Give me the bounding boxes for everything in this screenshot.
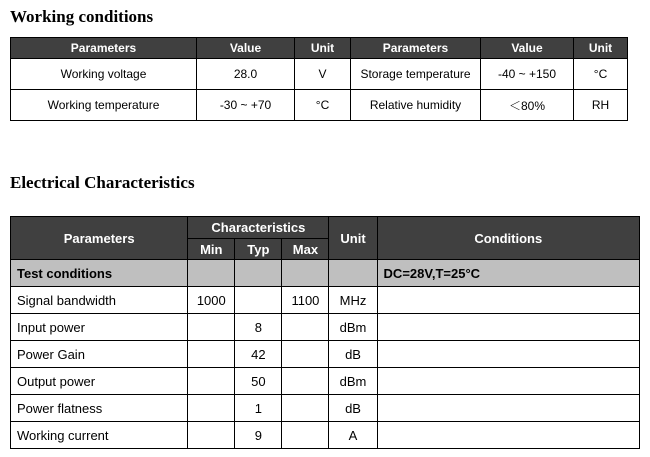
typ-cell: 9 xyxy=(235,422,282,449)
table-cell xyxy=(235,260,282,287)
table-cell: ＜80% xyxy=(481,90,574,121)
table-row xyxy=(11,422,640,449)
table-cell: Storage temperature xyxy=(351,59,481,90)
min-cell xyxy=(188,422,235,449)
header-cell: Value xyxy=(481,38,574,59)
typ-cell: 50 xyxy=(235,368,282,395)
header-cell: Unit xyxy=(574,38,628,59)
table-cell: Working voltage xyxy=(11,59,197,90)
param-cell: Power flatness xyxy=(11,395,188,422)
header-cell: Unit xyxy=(295,38,351,59)
header-conditions: Conditions xyxy=(377,217,639,260)
min-cell: 1000 xyxy=(188,287,235,314)
unit-cell: A xyxy=(329,422,377,449)
header-characteristics: Characteristics xyxy=(188,217,329,239)
table-cell xyxy=(329,260,377,287)
table-cell: °C xyxy=(574,59,628,90)
table-cell: V xyxy=(295,59,351,90)
header-unit: Unit xyxy=(329,217,377,260)
cond-cell xyxy=(377,368,639,395)
table-cell: Working temperature xyxy=(11,90,197,121)
param-cell: Signal bandwidth xyxy=(11,287,188,314)
header-typ: Typ xyxy=(235,239,282,260)
table-cell: Relative humidity xyxy=(351,90,481,121)
max-cell xyxy=(282,422,329,449)
header-cell: Parameters xyxy=(11,38,197,59)
table-cell xyxy=(188,260,235,287)
table-cell: -30 ~ +70 xyxy=(197,90,295,121)
typ-cell: 8 xyxy=(235,314,282,341)
test-conditions-row xyxy=(11,260,640,287)
min-cell xyxy=(188,341,235,368)
cond-cell xyxy=(377,287,639,314)
cond-cell xyxy=(377,314,639,341)
typ-cell: 42 xyxy=(235,341,282,368)
unit-cell: dBm xyxy=(329,314,377,341)
electrical-characteristics-title: Electrical Characteristics xyxy=(10,173,195,192)
max-cell: 1100 xyxy=(282,287,329,314)
max-cell xyxy=(282,314,329,341)
max-cell xyxy=(282,395,329,422)
table-cell: -40 ~ +150 xyxy=(481,59,574,90)
cond-cell xyxy=(377,422,639,449)
table-row xyxy=(11,368,640,395)
header-cell: Parameters xyxy=(351,38,481,59)
table-cell: RH xyxy=(574,90,628,121)
param-cell: Power Gain xyxy=(11,341,188,368)
param-cell: Working current xyxy=(11,422,188,449)
table-cell xyxy=(282,260,329,287)
table-row xyxy=(11,59,628,90)
table-row xyxy=(11,287,640,314)
param-cell: Output power xyxy=(11,368,188,395)
cond-cell xyxy=(377,395,639,422)
unit-cell: dB xyxy=(329,395,377,422)
working-conditions-title: Working conditions xyxy=(10,7,154,26)
test-conditions-label: Test conditions xyxy=(11,260,188,287)
header-parameters: Parameters xyxy=(11,217,188,260)
table-header-row xyxy=(11,38,628,59)
table-row xyxy=(11,90,628,121)
table-cell: °C xyxy=(295,90,351,121)
param-cell: Input power xyxy=(11,314,188,341)
table-row xyxy=(11,395,640,422)
typ-cell: 1 xyxy=(235,395,282,422)
header-min: Min xyxy=(188,239,235,260)
max-cell xyxy=(282,368,329,395)
min-cell xyxy=(188,368,235,395)
unit-cell: dB xyxy=(329,341,377,368)
typ-cell xyxy=(235,287,282,314)
max-cell xyxy=(282,341,329,368)
unit-cell: dBm xyxy=(329,368,377,395)
min-cell xyxy=(188,314,235,341)
table-cell: 28.0 xyxy=(197,59,295,90)
header-cell: Value xyxy=(197,38,295,59)
working-conditions-table xyxy=(10,37,628,121)
header-max: Max xyxy=(282,239,329,260)
test-conditions-value: DC=28V,T=25°C xyxy=(377,260,639,287)
table-row xyxy=(11,314,640,341)
min-cell xyxy=(188,395,235,422)
table-row xyxy=(11,341,640,368)
table-header-row xyxy=(11,217,640,239)
cond-cell xyxy=(377,341,639,368)
electrical-characteristics-table xyxy=(10,216,640,449)
unit-cell: MHz xyxy=(329,287,377,314)
